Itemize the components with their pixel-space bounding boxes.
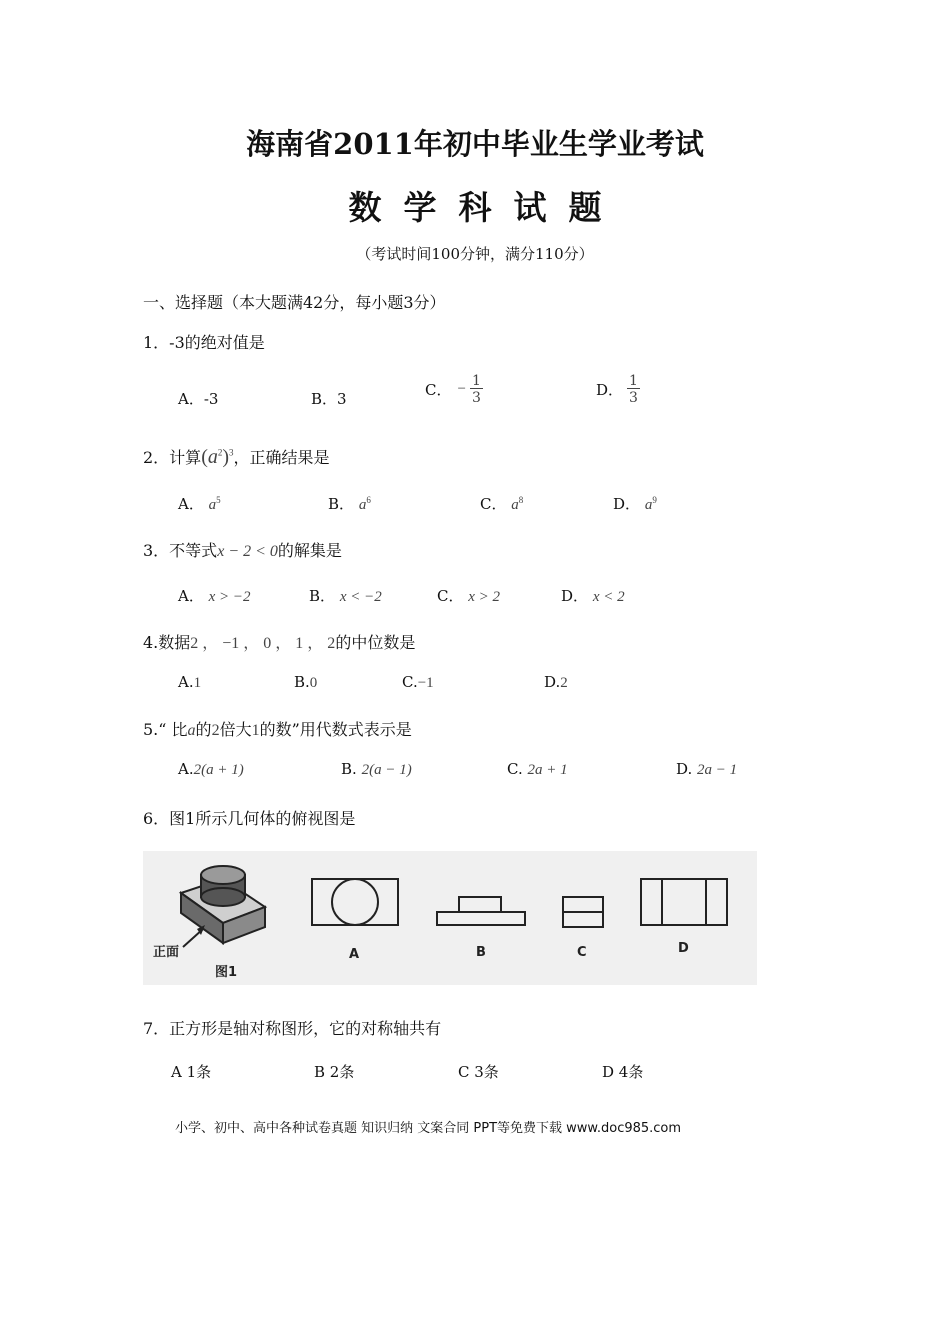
exam-info: （考试时间100分钟，满分110分） (356, 245, 594, 263)
q6-figure (143, 851, 757, 985)
q2-expression: $(a^2)^3$ (201, 446, 234, 468)
q7-option-a: A 1条 (171, 1063, 212, 1081)
q2-stem (143, 445, 330, 469)
q1-option-d-fraction (627, 374, 640, 405)
q5-option-b: B. 2(a − 1) (341, 760, 412, 778)
q1-option-a: A．-3 (178, 390, 219, 408)
q7-option-d: D 4条 (602, 1063, 644, 1081)
q3-option-b: B． x < −2 (309, 587, 382, 605)
q1-option-c-numerator: 1 (471, 373, 481, 389)
q7-stem: 7．正方形是轴对称图形，它的对称轴共有 (143, 1019, 442, 1038)
exam-title: 海南省2011年初中毕业生学业考试 (246, 127, 704, 161)
q1-option-b: B．3 (311, 390, 347, 408)
option-b-label: B (476, 945, 486, 960)
figure-1-label: 图1 (215, 965, 238, 980)
q7-option-b: B 2条 (314, 1063, 355, 1081)
q3-stem: 3．不等式x − 2 < 0的解集是 (143, 541, 342, 560)
q2-number: 2．计算 (143, 448, 202, 467)
q2-suffix: ，正确结果是 (233, 448, 330, 467)
q3-option-a: A． x > −2 (178, 587, 251, 605)
q4-stem: 4.数据2 ， −1 ， 0 ， 1 ， 2的中位数是 (143, 633, 416, 652)
q1-option-d-numerator: 1 (629, 373, 638, 389)
q1-stem: 1．-3的绝对值是 (143, 333, 265, 352)
q4-data: 2 ， −1 ， 0 ， 1 ， 2 (190, 635, 336, 652)
q3-option-c: C． x > 2 (437, 587, 501, 605)
q5-stem: 5.“ 比a的2倍大1的数”用代数式表示是 (143, 720, 412, 739)
option-a-label: A (349, 947, 360, 962)
q5-option-a: A.2(a + 1) (178, 760, 244, 778)
q1-option-d-label: D． (596, 381, 624, 399)
option-d-label: D (678, 941, 689, 956)
section-heading: 一、选择题（本大题满42分，每小题3分） (143, 293, 446, 312)
option-c-drawing (563, 897, 603, 927)
subject-title: 数学科试题 (348, 188, 624, 227)
solid-3d (181, 866, 265, 943)
q1-option-d (596, 374, 640, 405)
q1-option-c (425, 374, 483, 405)
option-a-drawing (312, 879, 398, 925)
q5-option-c: C. 2a + 1 (507, 760, 568, 778)
q2-option-b: B． $a^6$ (328, 495, 371, 513)
q2-option-d: D． $a^9$ (613, 495, 657, 513)
q3-inequality: x − 2 < 0 (217, 543, 278, 560)
q1-option-c-fraction (470, 374, 483, 405)
q2-option-a: A． $a^5$ (178, 495, 221, 513)
q4-option-b: B.0 (294, 673, 318, 691)
option-b-drawing (437, 897, 525, 925)
option-c-label: C (577, 945, 587, 960)
q1-option-d-denominator: 3 (629, 390, 638, 406)
q1-option-c-sign: − (457, 381, 466, 397)
q6-stem: 6．图1所示几何体的俯视图是 (143, 809, 356, 828)
q1-option-c-label: C． (425, 381, 452, 399)
q1-option-c-denominator: 3 (471, 390, 481, 406)
q3-option-d: D． x < 2 (561, 587, 625, 605)
q4-option-a: A.1 (178, 673, 202, 691)
q4-option-c: C.−1 (402, 673, 434, 691)
footer-text: 小学、初中、高中各种试卷真题 知识归纳 文案合同 PPT等免费下载 www.doc985.com (175, 1121, 682, 1136)
option-d-drawing (641, 879, 727, 925)
q7-option-c: C 3条 (458, 1063, 499, 1081)
q5-option-d: D. 2a − 1 (676, 760, 738, 778)
front-label: 正面 (153, 945, 180, 960)
q2-option-c: C． $a^8$ (480, 495, 524, 513)
q4-option-d: D.2 (544, 673, 568, 691)
